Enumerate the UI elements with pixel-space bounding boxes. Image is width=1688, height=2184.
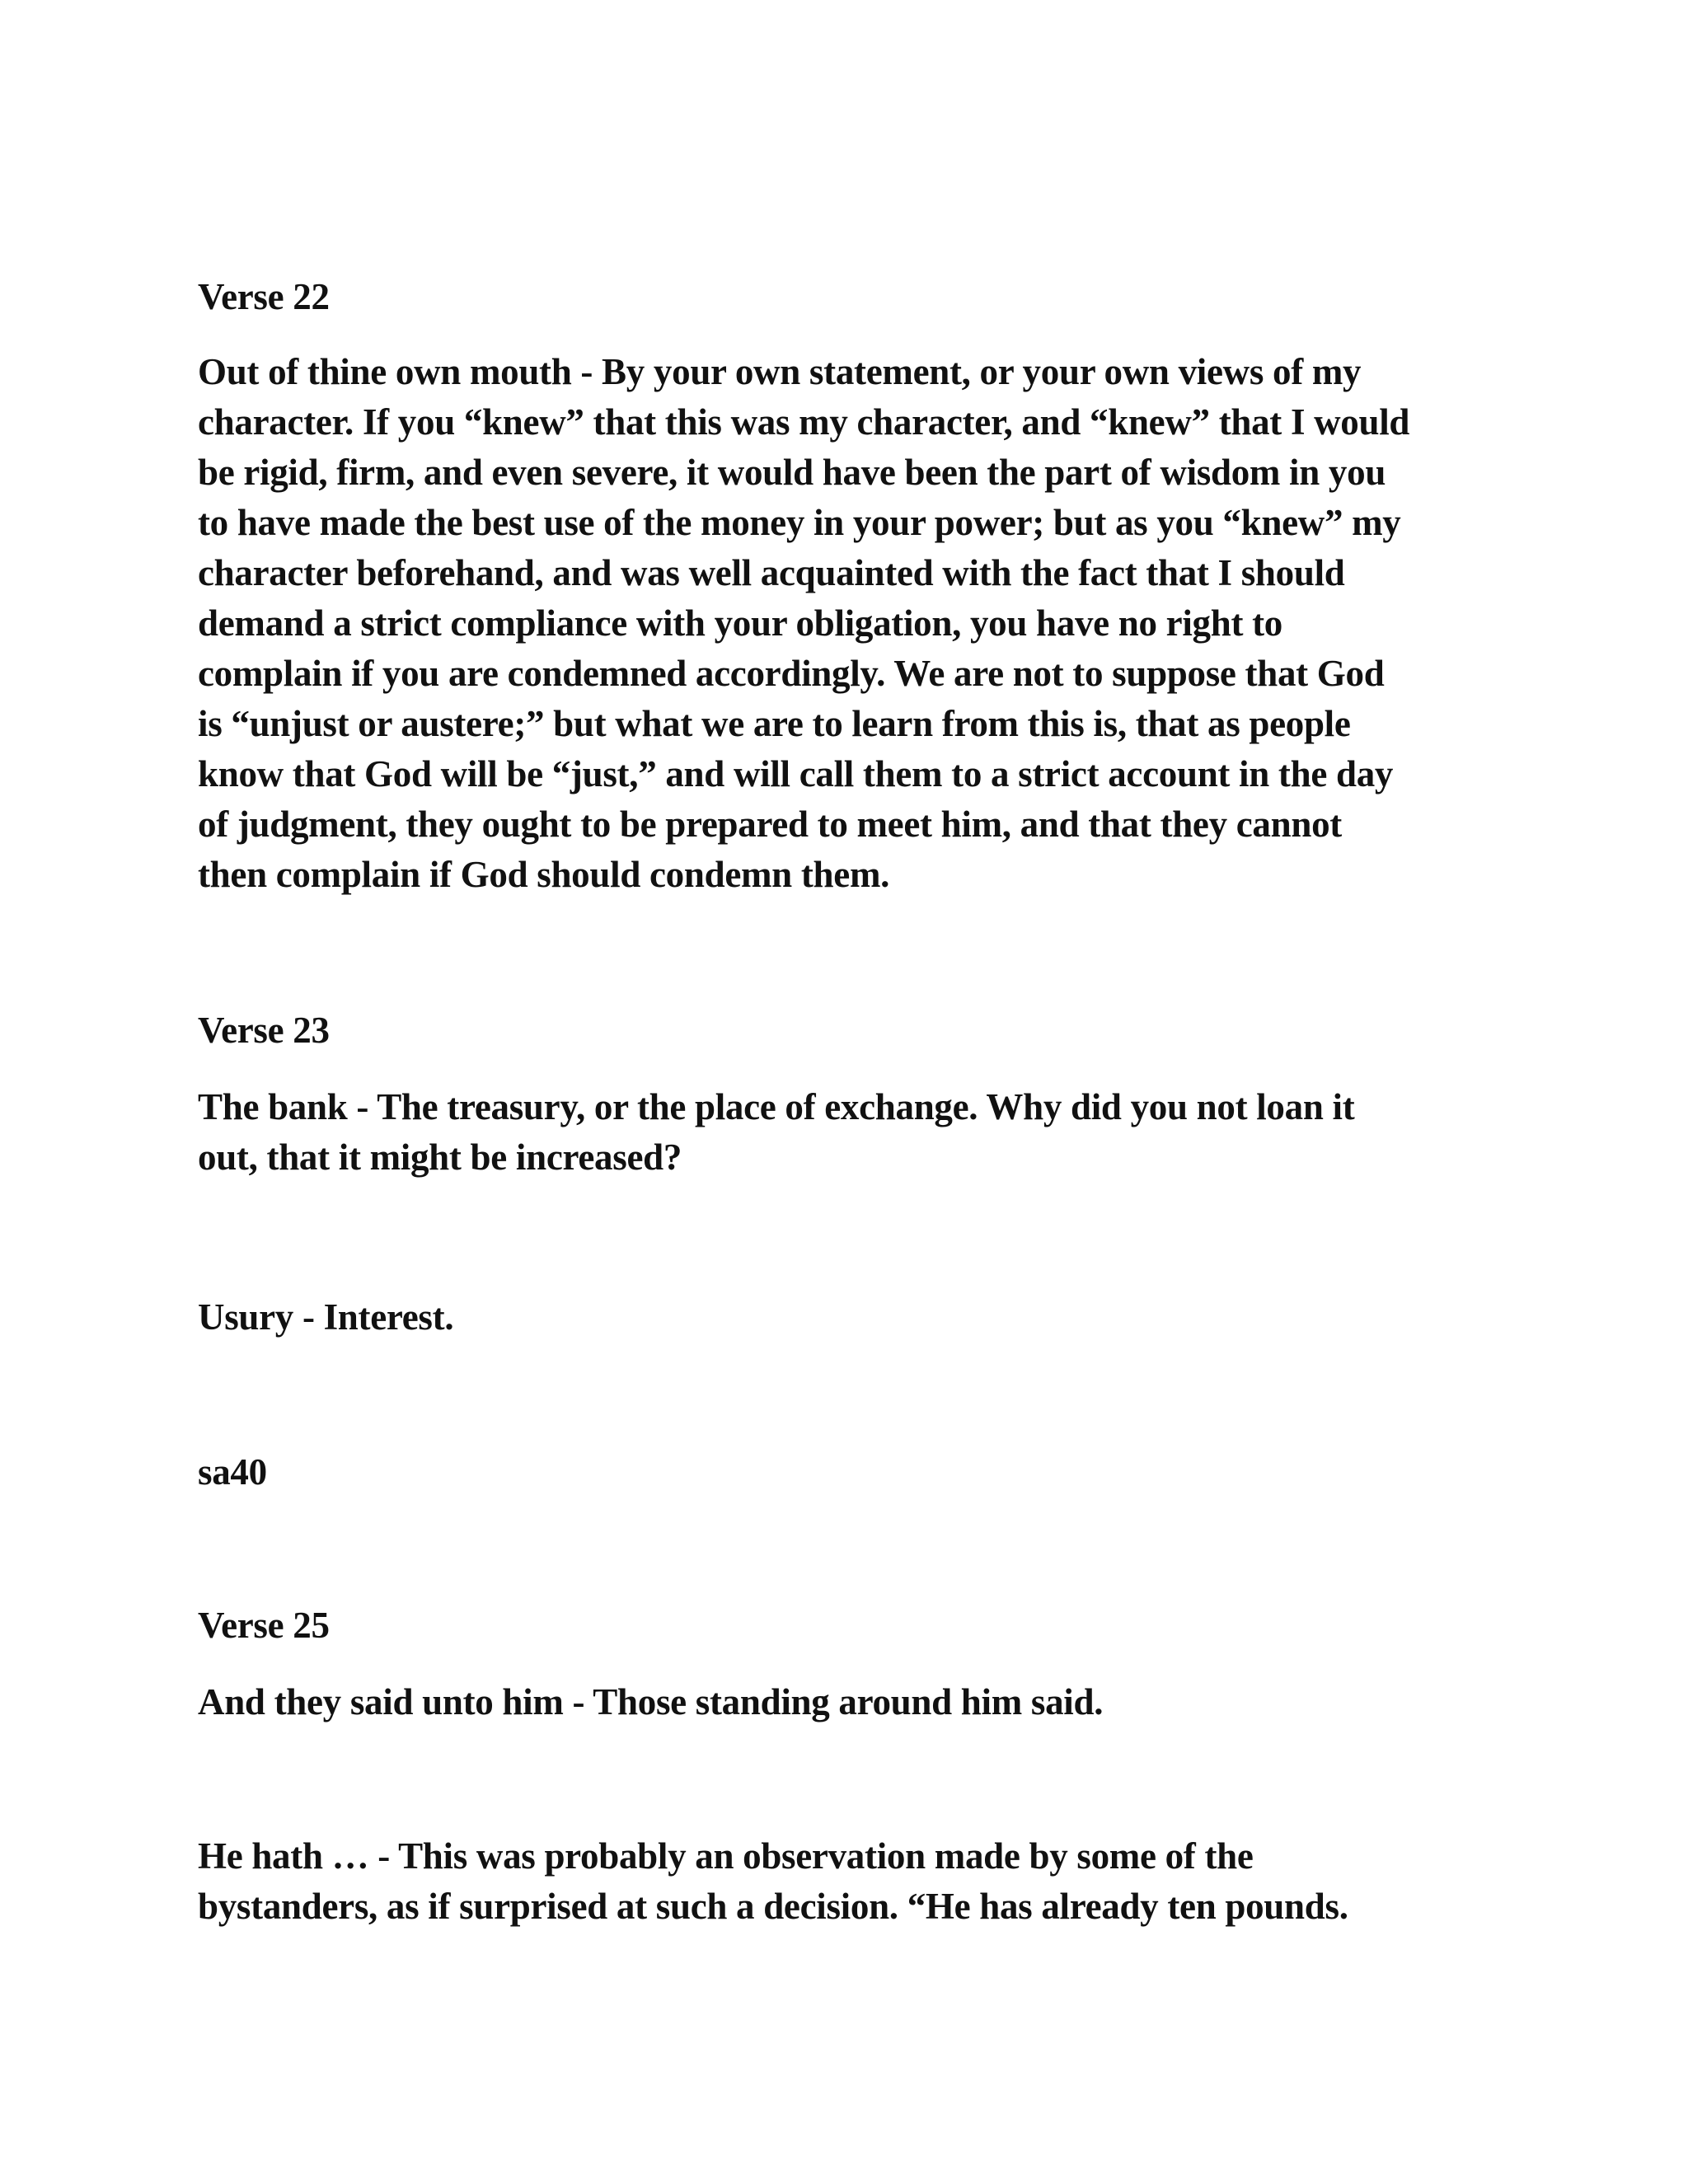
paragraph-line: Usury - Interest. <box>198 1296 454 1338</box>
commentary-paragraph <box>198 1831 1484 1932</box>
paragraph-line: complain if you are condemned accordingly. We are not to suppose that God <box>198 653 1385 694</box>
paragraph-line: demand a strict compliance with your obligation, you have no right to <box>198 602 1283 644</box>
commentary-paragraph <box>198 1292 1484 1343</box>
heading-text: Verse 25 <box>198 1605 330 1646</box>
paragraph-line: of judgment, they ought to be prepared to meet him, and that they cannot <box>198 804 1342 845</box>
commentary-paragraph <box>198 1082 1484 1183</box>
paragraph-line: know that God will be “just,” and will call them to a strict account in the day <box>198 753 1394 794</box>
paragraph-line: to have made the best use of the money in your power; but as you “knew” my <box>198 502 1401 543</box>
paragraph-line: out, that it might be increased? <box>198 1137 682 1178</box>
paragraph-line: be rigid, firm, and even severe, it would have been the part of wisdom in you <box>198 452 1386 493</box>
paragraph-line: sa40 <box>198 1451 267 1493</box>
paragraph-line: Out of thine own mouth - By your own statement, or your own views of my <box>198 351 1362 392</box>
verse-heading <box>198 1601 1484 1651</box>
commentary-paragraph <box>198 1677 1484 1727</box>
heading-text: Verse 22 <box>198 276 330 317</box>
verse-heading <box>198 1005 1484 1056</box>
verse-heading <box>198 272 1484 322</box>
paragraph-line: character. If you “knew” that this was my character, and “knew” that I would <box>198 401 1410 443</box>
paragraph-line: then complain if God should condemn them. <box>198 854 890 895</box>
paragraph-line: The bank - The treasury, or the place of exchange. Why did you not loan it <box>198 1086 1355 1127</box>
page-marker <box>198 1447 1484 1497</box>
paragraph-line: He hath … - This was probably an observation made by some of the <box>198 1835 1254 1877</box>
paragraph-line: bystanders, as if surprised at such a decision. “He has already ten pounds. <box>198 1886 1348 1927</box>
commentary-paragraph <box>198 347 1484 900</box>
paragraph-line: character beforehand, and was well acquainted with the fact that I should <box>198 552 1345 593</box>
heading-text: Verse 23 <box>198 1010 330 1051</box>
paragraph-line: is “unjust or austere;” but what we are to learn from this is, that as people <box>198 703 1351 744</box>
paragraph-line: And they said unto him - Those standing around him said. <box>198 1681 1104 1722</box>
